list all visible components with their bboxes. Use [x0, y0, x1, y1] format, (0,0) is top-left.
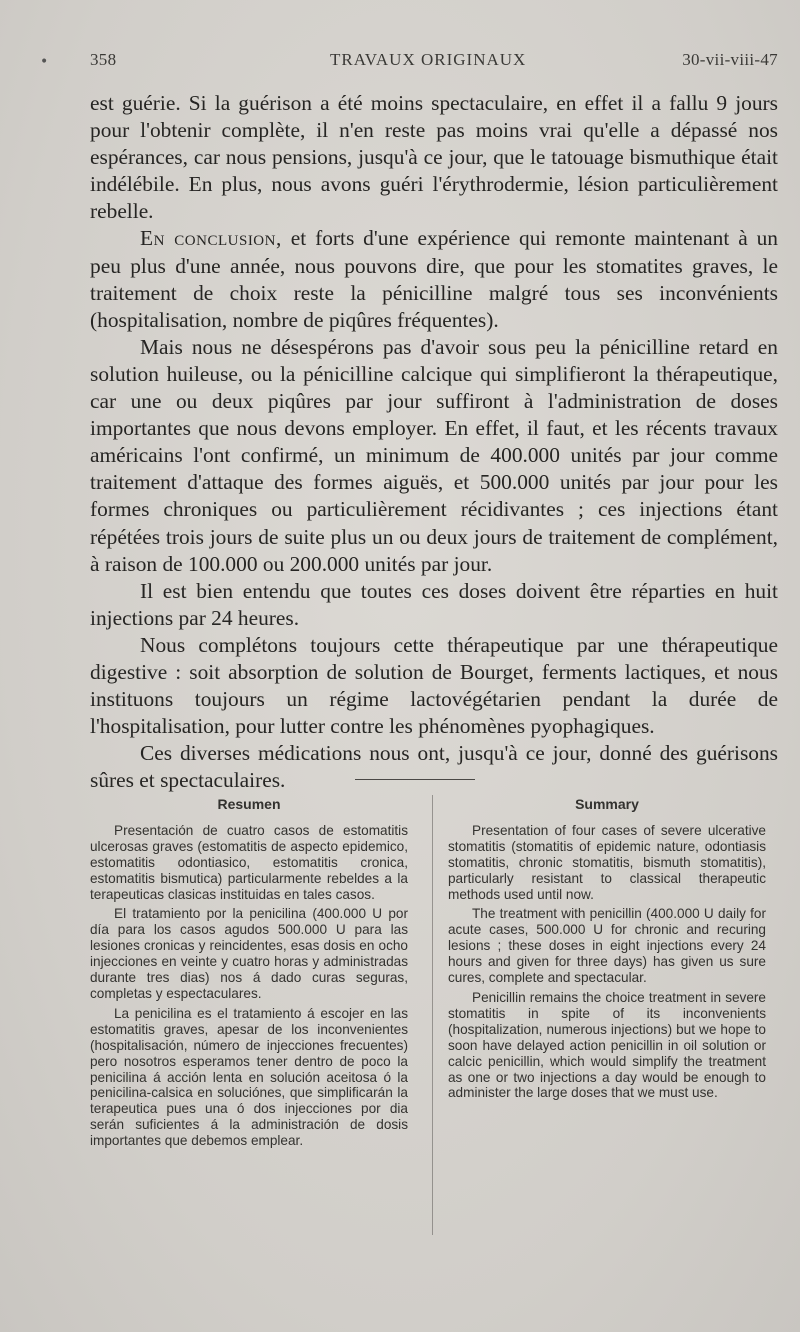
margin-dot: • — [40, 54, 49, 70]
journal-section-title: TRAVAUX ORIGINAUX — [330, 50, 527, 69]
paragraph-1: est guérie. Si la guérison a été moins spectaculaire, en effet il a fallu 9 jours pour l'obtenir complète, il n'en reste pas moins vrai qu'elle a dépassé nos espérances, car nous pensions, jusqu'à ce jour, que le tatouage bismuthique était indélébile. En plus, nous avons guéri l'érythrodermie, lésion particulièrement rebelle. — [90, 91, 778, 224]
running-header — [90, 50, 778, 74]
summary-paragraph-1: Presentation of four cases of severe ulcerative stomatitis (stomatitis of epidemic nature, odontiasis stomatitis, chronic stomatitis, bismuth stomatitis), particularly resistant to classical therapeutic methods used until now. — [448, 822, 766, 902]
summary-heading: Summary — [575, 796, 639, 812]
paragraph-4: Il est bien entendu que toutes ces doses doivent être réparties en huit injections par 24 heures. — [90, 578, 778, 630]
section-divider — [355, 779, 475, 780]
conclusion-lead: En conclusion, — [140, 226, 282, 251]
paragraph-5: Nous complétons toujours cette thérapeutique par une thérapeutique digestive : soit absorption de solution de Bourget, ferments lactiques, et nous instituons toujours un régime lactovégétarien pendant la durée de l'hospitalisation, pour lutter contre les phénomènes pyophagiques. — [90, 632, 778, 739]
paragraph-6: Ces diverses médications nous ont, jusqu'à ce jour, donné des guérisons sûres et spectaculaires. — [90, 741, 778, 793]
resumen-paragraph-3: La penicilina es el tratamiento á escojer en las estomatitis graves, apesar de los inconvenientes (hospitalisación, número de injecciones frecuentes) pero nosotros esperamos tener dentro de poco la penicilina á acción lenta en solución aceitosa ó la penicilina-calsica en soluciónes, que simplificarán la terapeutica pues una ó dos injecciones por dia serán suficientes á la administración de dosis importantes que debemos emplear. — [90, 1005, 408, 1149]
page-number: 358 — [90, 50, 117, 69]
resumen-column — [90, 797, 408, 1153]
paragraph-3: Mais nous ne désespérons pas d'avoir sous peu la pénicilline retard en solution huileuse, ou la pénicilline calcique qui simplifieront la thérapeutique, car une ou deux piqûres par jour suffiront à l'administration de doses importantes que nous devons employer. En effet, il faut, et les récents travaux américains l'ont confirmé, un minimum de 400.000 unités par jour comme traitement d'attaque des formes aiguës, et 500.000 unités par jour pour les formes chroniques ou particulièrement récidivantes ; ces injections étant répétées trois jours de suite plus un ou deux jours de traitement de complément, à raison de 100.000 ou 200.000 unités par jour. — [90, 334, 778, 576]
resumen-paragraph-2: El tratamiento por la penicilina (400.000 U por día para los casos agudos 500.000 U para las lesiones cronicas y reincidentes, esas dosis en ocho injecciones en veinte y cuatro horas y administradas durante tres dias) nos á dado curas seguras, completas y espectaculares. — [90, 906, 408, 1001]
paragraph-2 — [90, 225, 778, 333]
column-separator — [432, 795, 433, 1235]
resumen-paragraph-1: Presentación de cuatro casos de estomatitis ulcerosas graves (estomatitis de aspecto epidemico, estomatitis odontiasico, estomatitis cronica, estomatitis bismutica) particularmente rebeldes a la terapeuticas clasicas instituidas en tales casos. — [90, 822, 408, 902]
paragraph-2-body: et forts d'une expérience qui remonte maintenant à un peu plus d'une année, nous pouvons dire, que pour les stomatites graves, le traitement de choix reste la pénicilline malgré tous ses inconvénients (hospitalisation, nombre de piqûres fréquentes). — [90, 226, 778, 332]
summary-column — [448, 797, 766, 1105]
resumen-heading: Resumen — [217, 796, 281, 812]
summary-paragraph-2: The treatment with penicillin (400.000 U daily for acute cases, 500.000 U for chronic and recuring lesions ; these doses in eight injections every 24 hours and given for three days) has given us sure cures, complete and spectacular. — [448, 906, 766, 986]
summary-paragraph-3: Penicillin remains the choice treatment in severe stomatitis in spite of its inconvenients (hospitalization, numerous injections) but we hope to soon have delayed action penicillin in oil solution or calcic penicillin, which would simplify the treatment as one or two injections a day would be enough to administer the large doses that we must use. — [448, 989, 766, 1101]
main-text — [90, 90, 778, 794]
issue-date: 30-vii-viii-47 — [682, 50, 778, 69]
